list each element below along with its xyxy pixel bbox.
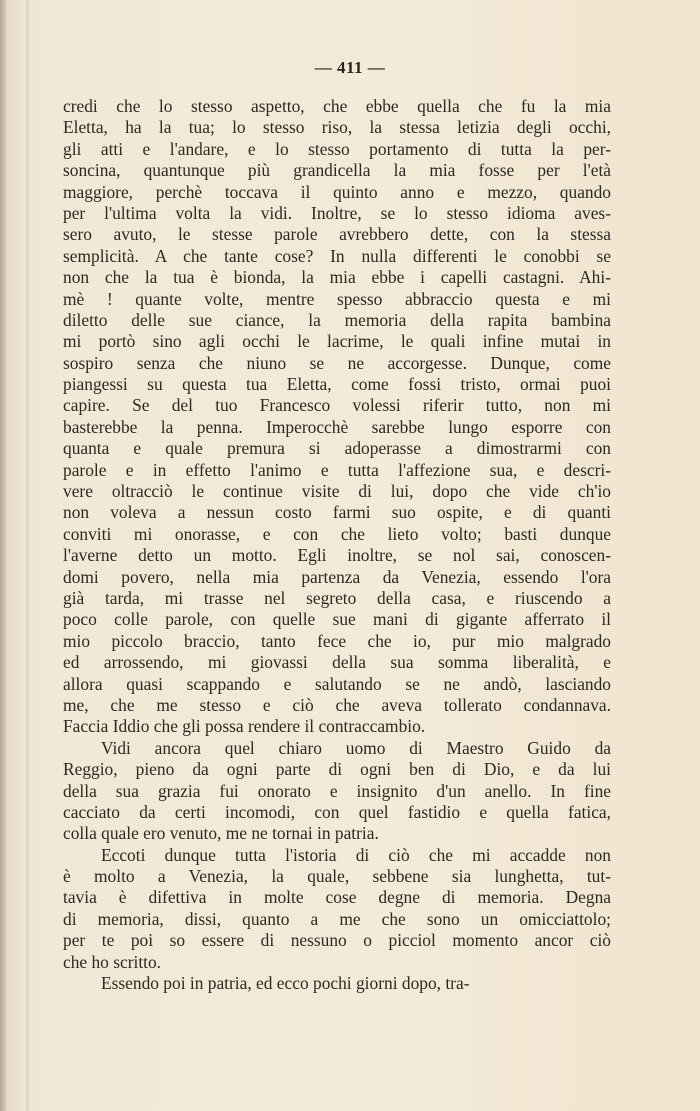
text-line: Eletta, ha la tua; lo stesso riso, la stessa letizia degli occhi, xyxy=(63,117,611,138)
text-line: già tarda, mi trasse nel segreto della casa, e riuscendo a xyxy=(63,587,611,608)
text-line: basterebbe la penna. Imperocchè sarebbe lungo esporre con xyxy=(63,416,611,437)
page-fold-line xyxy=(26,0,29,1111)
text-line: è molto a Venezia, la quale, sebbene sia lunghetta, tut- xyxy=(63,866,611,887)
text-line: conviti mi onorasse, e con che lieto volto; basti dunque xyxy=(63,523,611,544)
text-line: Reggio, pieno da ogni parte di ogni ben di Dio, e da lui xyxy=(63,759,611,780)
text-line: non che la tua è bionda, la mia ebbe i capelli castagni. Ahi- xyxy=(63,267,611,288)
page-number: — 411 — xyxy=(314,58,386,77)
text-line: Vidi ancora quel chiaro uomo di Maestro Guido da xyxy=(101,737,611,758)
text-line: diletto delle sue ciance, la memoria della rapita bambina xyxy=(63,309,611,330)
text-line: maggiore, perchè toccava il quinto anno e mezzo, quando xyxy=(63,181,611,202)
text-line: Faccia Iddio che gli possa rendere il contraccambio. xyxy=(63,716,426,737)
text-line: sospiro senza che niuno se ne accorgesse. Dunque, come xyxy=(63,352,611,373)
text-line: che ho scritto. xyxy=(63,951,162,972)
text-line: allora quasi scappando e salutando se ne andò, lasciando xyxy=(63,673,611,694)
text-line: domi povero, nella mia partenza da Venezia, essendo l'ora xyxy=(63,566,611,587)
text-line: piangessi su questa tua Eletta, come fossi tristo, ormai puoi xyxy=(63,374,611,395)
text-line: per l'ultima volta la vidi. Inoltre, se lo stesso idioma aves- xyxy=(63,202,611,223)
text-line: ed arrossendo, mi giovassi della sua somma liberalità, e xyxy=(63,652,611,673)
text-line: poco colle parole, con quelle sue mani di gigante afferrato il xyxy=(63,609,611,630)
text-line: non voleva a nessun costo farmi suo ospite, e di quanti xyxy=(63,502,611,523)
text-line: semplicità. A che tante cose? In nulla differenti le conobbi se xyxy=(63,245,611,266)
text-line: mio piccolo braccio, tanto fece che io, pur mio malgrado xyxy=(63,630,611,651)
text-line: sero avuto, le stesse parole avrebbero dette, con la stessa xyxy=(63,224,611,245)
book-gutter-shadow xyxy=(0,0,6,1111)
text-line: Essendo poi in patria, ed ecco pochi giorni dopo, tra- xyxy=(101,973,470,994)
text-line: tavia è difettiva in molte cose degne di memoria. Degna xyxy=(63,887,611,908)
text-line: l'averne detto un motto. Egli inoltre, se nol sai, conoscen- xyxy=(63,545,611,566)
text-line: della sua grazia fui onorato e insignito d'un anello. In fine xyxy=(63,780,611,801)
text-line: parole e in effetto l'animo e tutta l'affezione sua, e descri- xyxy=(63,459,611,480)
text-line: colla quale ero venuto, me ne tornai in patria. xyxy=(63,823,379,844)
text-line: Eccoti dunque tutta l'istoria di ciò che mi accadde non xyxy=(101,844,611,865)
text-line: gli atti e l'andare, e lo stesso portamento di tutta la per- xyxy=(63,138,611,159)
text-line: mi portò sino agli occhi le lacrime, le quali infine mutai in xyxy=(63,331,611,352)
text-line: capire. Se del tuo Francesco volessi riferir tutto, non mi xyxy=(63,395,611,416)
text-line: vere oltracciò le continue visite di lui, dopo che vide ch'io xyxy=(63,481,611,502)
text-line: mè ! quante volte, mentre spesso abbraccio questa e mi xyxy=(63,288,611,309)
text-line: per te poi so essere di nessuno o picciol momento ancor ciò xyxy=(63,930,611,951)
text-line: me, che me stesso e ciò che aveva tollerato condannava. xyxy=(63,694,611,715)
text-line: credi che lo stesso aspetto, che ebbe quella che fu la mia xyxy=(63,96,611,116)
text-line: cacciato da certi incomodi, con quel fastidio e quella fatica, xyxy=(63,801,611,822)
text-line: di memoria, dissi, quanto a me che sono un omicciattolo; xyxy=(63,908,611,929)
text-line: soncina, quantunque più grandicella la mia fosse per l'età xyxy=(63,160,611,181)
text-line: quanta e quale premura si adoperasse a dimostrarmi con xyxy=(63,438,611,459)
body-text xyxy=(63,96,611,994)
